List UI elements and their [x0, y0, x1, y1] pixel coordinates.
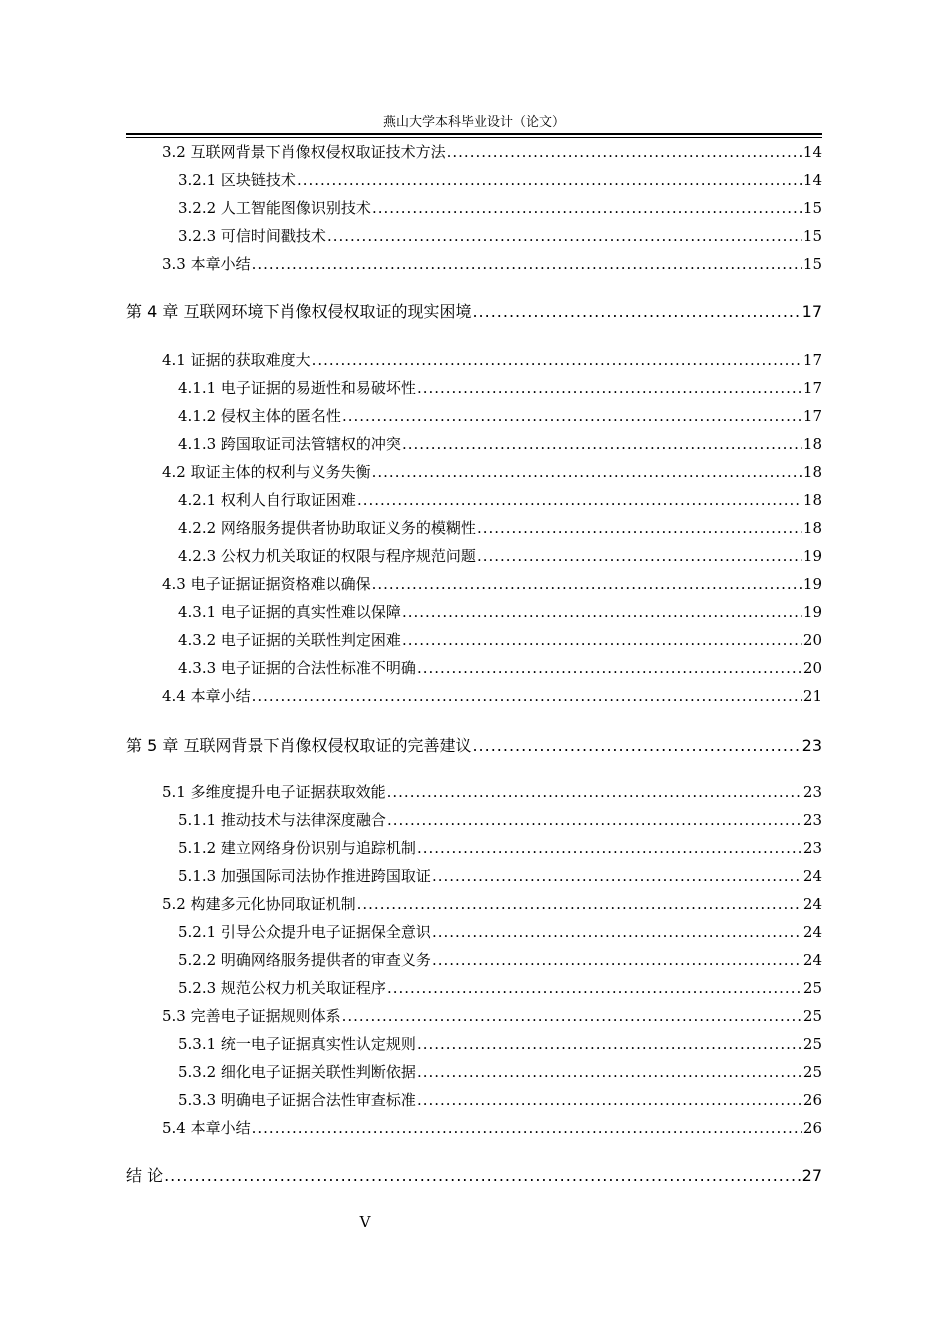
toc-entry-title: 4.2.1 权利人自行取证困难: [178, 491, 356, 509]
toc-entry-page: 25: [802, 979, 822, 997]
toc-entry-page: 20: [802, 631, 822, 649]
toc-entry[interactable]: [178, 658, 822, 678]
toc-leader-dots: [312, 350, 802, 370]
toc-entry[interactable]: [178, 378, 822, 398]
toc-entry[interactable]: [162, 782, 822, 802]
toc-entry-title: 3.2.1 区块链技术: [178, 171, 296, 189]
toc-entry[interactable]: [162, 894, 822, 914]
toc-leader-dots: [417, 1090, 802, 1110]
toc-entry-page: 14: [802, 143, 822, 161]
toc-entry[interactable]: [178, 1062, 822, 1082]
toc-entry-title: 4.2 取证主体的权利与义务失衡: [162, 463, 371, 481]
toc-leader-dots: [342, 1006, 802, 1026]
toc-entry-page: 25: [802, 1035, 822, 1053]
toc-entry-title: 第 5 章 互联网背景下肖像权侵权取证的完善建议: [126, 736, 472, 755]
toc-entry[interactable]: [178, 922, 822, 942]
toc-entry-page: 17: [801, 302, 822, 321]
toc-entry-title: 4.4 本章小结: [162, 687, 251, 705]
toc-entry-title: 4.3 电子证据证据资格难以确保: [162, 575, 371, 593]
toc-entry-page: 18: [802, 435, 822, 453]
toc-entry-page: 18: [802, 519, 822, 537]
toc-leader-dots: [327, 226, 802, 246]
toc-leader-dots: [372, 574, 802, 594]
toc-entry[interactable]: [178, 518, 822, 538]
toc-leader-dots: [372, 198, 802, 218]
toc-leader-dots: [342, 406, 802, 426]
toc-leader-dots: [387, 978, 802, 998]
toc-entry[interactable]: [178, 1034, 822, 1054]
toc-entry[interactable]: [178, 490, 822, 510]
toc-entry[interactable]: [178, 602, 822, 622]
toc-entry[interactable]: [178, 406, 822, 426]
toc-entry-page: 26: [802, 1091, 822, 1109]
toc-entry[interactable]: [162, 462, 822, 482]
toc-leader-dots: [252, 1118, 802, 1138]
toc-entry-title: 4.3.3 电子证据的合法性标准不明确: [178, 659, 416, 677]
toc-entry[interactable]: [126, 736, 822, 756]
toc-entry-page: 23: [802, 839, 822, 857]
toc-entry-title: 3.2.3 可信时间戳技术: [178, 227, 326, 245]
toc-entry[interactable]: [162, 142, 822, 162]
toc-entry-page: 21: [802, 687, 822, 705]
running-header: 燕山大学本科毕业设计（论文）: [382, 115, 565, 130]
toc-leader-dots: [372, 462, 802, 482]
toc-entry-page: 17: [802, 351, 822, 369]
toc-entry[interactable]: [126, 1166, 822, 1186]
toc-entry-title: 5.2 构建多元化协同取证机制: [162, 895, 356, 913]
toc-entry[interactable]: [178, 838, 822, 858]
toc-leader-dots: [387, 810, 802, 830]
toc-entry-page: 24: [802, 867, 822, 885]
toc-entry-title: 4.1.3 跨国取证司法管辖权的冲突: [178, 435, 401, 453]
toc-entry-title: 3.2.2 人工智能图像识别技术: [178, 199, 371, 217]
toc-entry-title: 5.3.2 细化电子证据关联性判断依据: [178, 1063, 416, 1081]
toc-entry-title: 5.3 完善电子证据规则体系: [162, 1007, 341, 1025]
toc-entry[interactable]: [178, 226, 822, 246]
toc-entry-page: 24: [802, 923, 822, 941]
toc-entry-title: 5.1.3 加强国际司法协作推进跨国取证: [178, 867, 431, 885]
toc-entry-page: 23: [801, 736, 822, 755]
toc-entry-page: 23: [802, 811, 822, 829]
toc-entry[interactable]: [178, 950, 822, 970]
toc-entry[interactable]: [162, 350, 822, 370]
toc-entry-title: 第 4 章 互联网环境下肖像权侵权取证的现实困境: [126, 302, 472, 321]
toc-entry-title: 4.3.2 电子证据的关联性判定困难: [178, 631, 401, 649]
toc-entry-title: 4.1.1 电子证据的易逝性和易破坏性: [178, 379, 416, 397]
toc-entry[interactable]: [178, 546, 822, 566]
toc-leader-dots: [402, 434, 802, 454]
toc-entry-page: 15: [802, 227, 822, 245]
toc-leader-dots: [402, 602, 802, 622]
page-number: V: [359, 1213, 371, 1231]
toc-entry[interactable]: [126, 302, 822, 322]
toc-entry-title: 5.3.1 统一电子证据真实性认定规则: [178, 1035, 416, 1053]
toc-leader-dots: [417, 1062, 802, 1082]
toc-leader-dots: [387, 782, 802, 802]
toc-entry-title: 5.2.3 规范公权力机关取证程序: [178, 979, 386, 997]
toc-entry-page: 20: [802, 659, 822, 677]
toc-entry-title: 3.2 互联网背景下肖像权侵权取证技术方法: [162, 143, 446, 161]
toc-entry-title: 5.2.2 明确网络服务提供者的审查义务: [178, 951, 431, 969]
toc-entry-page: 17: [802, 379, 822, 397]
toc-entry-page: 25: [802, 1063, 822, 1081]
toc-entry-page: 17: [802, 407, 822, 425]
toc-entry[interactable]: [162, 1118, 822, 1138]
toc-entry-title: 5.2.1 引导公众提升电子证据保全意识: [178, 923, 431, 941]
toc-entry-title: 5.1 多维度提升电子证据获取效能: [162, 783, 386, 801]
toc-leader-dots: [477, 518, 802, 538]
toc-entry-page: 19: [802, 575, 822, 593]
toc-entry[interactable]: [162, 254, 822, 274]
toc-entry[interactable]: [178, 866, 822, 886]
toc-leader-dots: [472, 302, 800, 322]
toc-leader-dots: [472, 736, 800, 756]
toc-leader-dots: [164, 1166, 801, 1186]
toc-entry-title: 3.3 本章小结: [162, 255, 251, 273]
toc-leader-dots: [417, 1034, 802, 1054]
toc-entry-page: 18: [802, 491, 822, 509]
toc-entry-title: 4.3.1 电子证据的真实性难以保障: [178, 603, 401, 621]
toc-entry-title: 5.1.1 推动技术与法律深度融合: [178, 811, 386, 829]
toc-leader-dots: [357, 490, 802, 510]
toc-entry-title: 4.1.2 侵权主体的匿名性: [178, 407, 341, 425]
toc-entry-page: 26: [802, 1119, 822, 1137]
toc-entry[interactable]: [178, 434, 822, 454]
toc-entry[interactable]: [178, 1090, 822, 1110]
toc-entry-page: 15: [802, 255, 822, 273]
toc-entry[interactable]: [162, 686, 822, 706]
toc-leader-dots: [357, 894, 802, 914]
toc-entry-page: 27: [801, 1166, 822, 1185]
toc-leader-dots: [432, 922, 802, 942]
toc-entry-page: 24: [802, 895, 822, 913]
toc-entry-title: 5.3.3 明确电子证据合法性审查标准: [178, 1091, 416, 1109]
toc-entry-page: 23: [802, 783, 822, 801]
toc-entry[interactable]: [178, 170, 822, 190]
toc-leader-dots: [417, 658, 802, 678]
toc-leader-dots: [417, 838, 802, 858]
toc-entry-title: 4.2.2 网络服务提供者协助取证义务的模糊性: [178, 519, 476, 537]
toc-entry[interactable]: [178, 630, 822, 650]
toc-leader-dots: [447, 142, 802, 162]
toc-leader-dots: [417, 378, 802, 398]
toc-entry[interactable]: [162, 1006, 822, 1026]
toc-leader-dots: [432, 950, 802, 970]
toc-leader-dots: [252, 686, 802, 706]
toc-entry-title: 4.2.3 公权力机关取证的权限与程序规范问题: [178, 547, 476, 565]
toc-entry-page: 14: [802, 171, 822, 189]
toc-entry-page: 19: [802, 547, 822, 565]
toc-leader-dots: [252, 254, 802, 274]
toc-entry-page: 18: [802, 463, 822, 481]
toc-entry-title: 5.4 本章小结: [162, 1119, 251, 1137]
toc-entry[interactable]: [178, 198, 822, 218]
toc-entry[interactable]: [178, 810, 822, 830]
toc-leader-dots: [297, 170, 802, 190]
toc-entry-page: 24: [802, 951, 822, 969]
toc-entry[interactable]: [178, 978, 822, 998]
toc-leader-dots: [477, 546, 802, 566]
toc-leader-dots: [432, 866, 802, 886]
toc-entry-title: 结 论: [126, 1166, 164, 1185]
toc-entry-title: 5.1.2 建立网络身份识别与追踪机制: [178, 839, 416, 857]
toc-entry-page: 15: [802, 199, 822, 217]
toc-entry-title: 4.1 证据的获取难度大: [162, 351, 311, 369]
toc-entry[interactable]: [162, 574, 822, 594]
toc-entry-page: 19: [802, 603, 822, 621]
toc-entry-page: 25: [802, 1007, 822, 1025]
toc-leader-dots: [402, 630, 802, 650]
